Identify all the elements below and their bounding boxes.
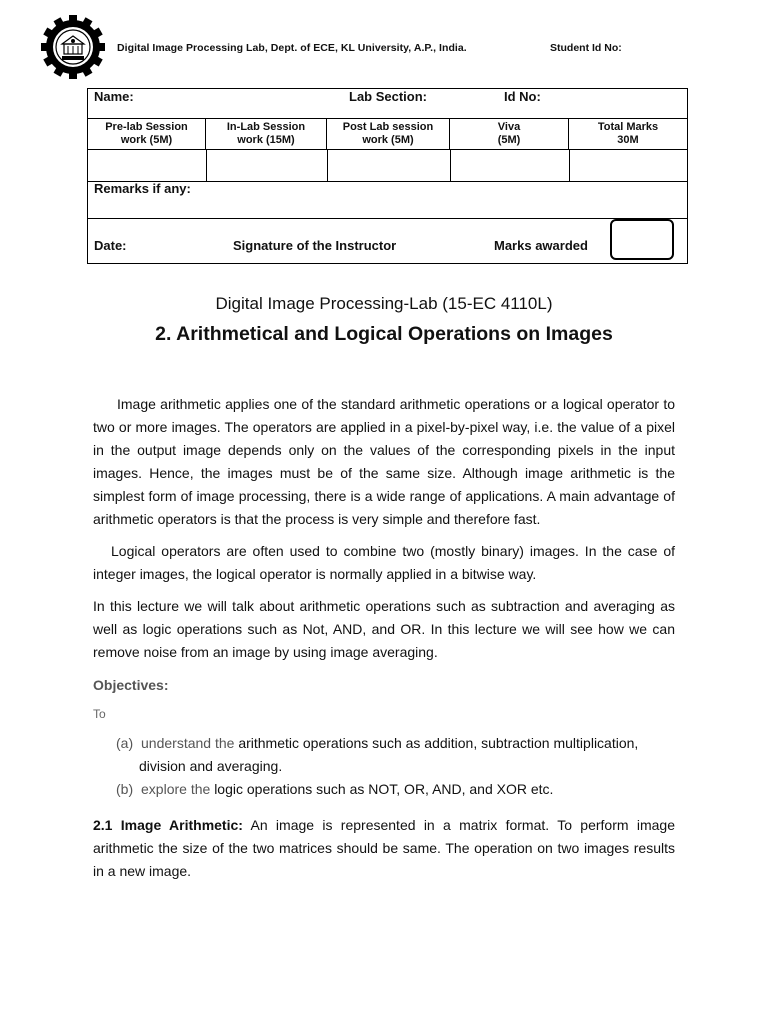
objectives-heading: Objectives: xyxy=(93,677,169,693)
list-lead: understand the xyxy=(141,735,235,751)
logical-operators-paragraph: Logical operators are often used to combine two (mostly binary) images. In the case of integer images, the logical operator is normally applied in a bitwise way. xyxy=(93,543,675,582)
column-header-prelab xyxy=(88,118,206,149)
marks-table xyxy=(87,88,688,264)
column-header-line: Post Lab session xyxy=(342,121,434,133)
university-logo-seal xyxy=(40,14,106,80)
objectives-to: To xyxy=(93,707,106,721)
lab-header-line: Digital Image Processing Lab, Dept. of ECE, KL University, A.P., India. xyxy=(117,42,467,54)
course-title-text: Digital Image Processing-Lab (15-EC 4110L) xyxy=(215,294,553,313)
table-row-headers xyxy=(88,118,687,150)
list-marker: (a) xyxy=(116,735,134,751)
column-header-line: work (5M) xyxy=(120,134,173,146)
lecture-overview-paragraph: In this lecture we will talk about arithmetic operations such as subtraction and averaging as well as logic operations such as Not, AND, and OR. In this lecture we will see how we can remove noise from an image by using image averaging. xyxy=(93,598,675,660)
remarks-label: Remarks if any: xyxy=(94,181,191,196)
table-row-remarks xyxy=(88,181,687,219)
list-text: logic operations such as NOT, OR, AND, and XOR etc. xyxy=(214,781,554,797)
list-item xyxy=(116,732,676,755)
column-header-postlab xyxy=(327,118,450,149)
lab-section-label: Lab Section: xyxy=(349,89,428,104)
list-marker: (b) xyxy=(116,781,134,797)
column-header-line: (5M) xyxy=(497,134,521,146)
table-row-marks-entry xyxy=(88,149,687,182)
marks-cell-postlab xyxy=(327,149,451,181)
marks-awarded-label: Marks awarded xyxy=(494,238,588,253)
column-header-line: In-Lab Session xyxy=(226,121,306,133)
column-header-total xyxy=(569,118,687,149)
intro-paragraph: Image arithmetic applies one of the standard arithmetic operations or a logical operator to two or more images. The operators are applied in a pixel-by-pixel way, i.e. the value of a pixel in the output image depends only on the values of the corresponding pixels in the input images. Hence, the images must be of the same size. Although image arithmetic is the simplest form of image processing, there is a wide range of applications. A main advantage of arithmetic operators is that the process is very simple and therefore fast. xyxy=(93,396,675,527)
column-header-line: work (15M) xyxy=(237,134,295,146)
student-id-label: Student Id No: xyxy=(550,42,622,54)
signature-label: Signature of the Instructor xyxy=(233,238,397,253)
column-header-line: Viva xyxy=(497,121,521,133)
image-arithmetic-paragraph xyxy=(93,814,675,883)
marks-awarded-box xyxy=(610,219,674,260)
column-header-line: 30M xyxy=(617,134,639,146)
section-text: An image is represented in a matrix format. To perform image arithmetic the size of the two matrices should be same. The operation on two images results in a new image. xyxy=(93,817,675,879)
experiment-title: 2. Arithmetical and Logical Operations on Images xyxy=(155,323,613,345)
column-header-line: work (5M) xyxy=(362,134,414,146)
list-lead: explore the xyxy=(141,781,211,797)
list-text: arithmetic operations such as addition, subtraction multiplication, xyxy=(238,735,639,751)
table-row-name xyxy=(88,89,687,119)
marks-cell-total xyxy=(569,149,687,181)
column-header-viva xyxy=(450,118,569,149)
marks-cell-inlab xyxy=(206,149,328,181)
marks-cell-viva xyxy=(450,149,570,181)
column-header-line: Pre-lab Session xyxy=(105,121,188,133)
section-heading: 2.1 Image Arithmetic: xyxy=(93,817,243,833)
table-row-signature xyxy=(88,218,687,263)
list-item xyxy=(116,778,553,801)
column-header-line: Total Marks xyxy=(597,121,659,133)
list-item-continuation: division and averaging. xyxy=(139,758,283,774)
id-no-label: Id No: xyxy=(504,89,541,104)
marks-cell-prelab xyxy=(88,149,207,181)
course-title xyxy=(0,294,768,314)
date-label: Date: xyxy=(94,238,127,253)
name-label: Name: xyxy=(94,89,134,104)
column-header-inlab xyxy=(206,118,327,149)
